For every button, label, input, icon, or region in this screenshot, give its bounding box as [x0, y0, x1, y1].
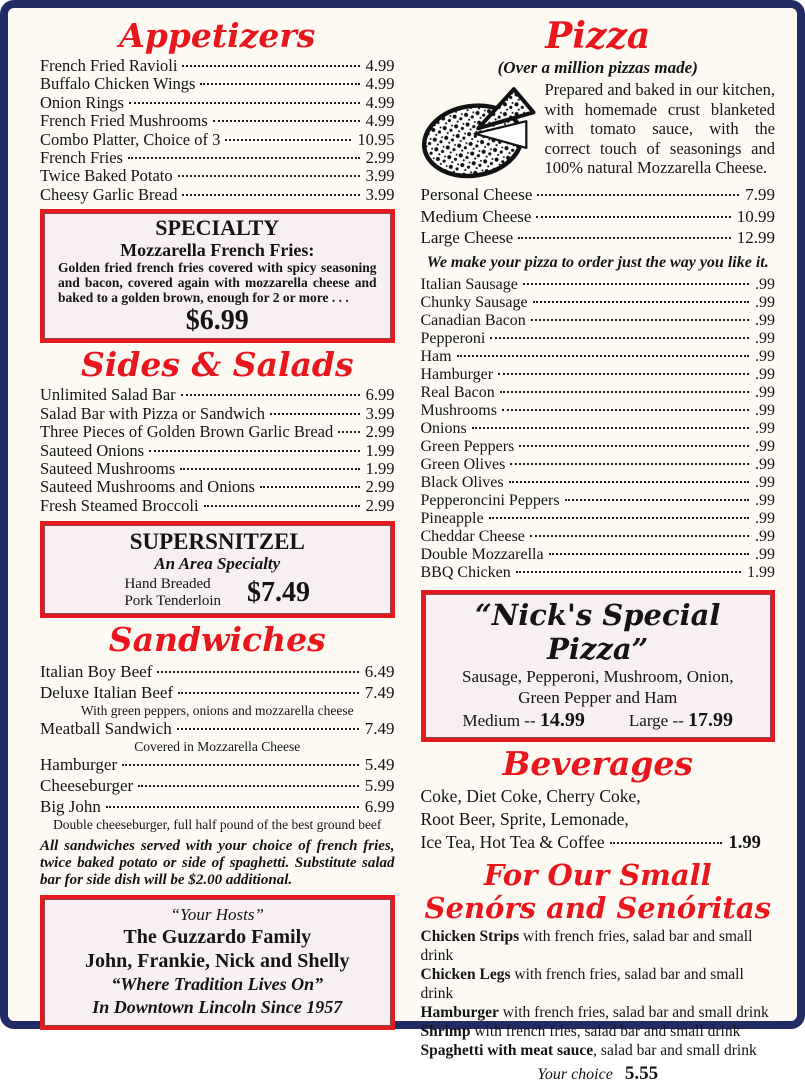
supersnitzel-subtitle: An Area Specialty — [154, 554, 281, 574]
sides-list — [40, 386, 395, 515]
item-price: .99 — [755, 437, 775, 455]
item-price: 2.99 — [365, 422, 395, 442]
beverages-line1: Coke, Diet Coke, Cherry Coke, — [420, 785, 641, 806]
sandwiches-heading: Sandwiches — [108, 620, 326, 660]
menu-item-row — [40, 57, 395, 75]
dot-leader — [182, 194, 359, 196]
kids-item-name: Shrimp — [420, 1022, 471, 1040]
kids-item — [421, 965, 776, 1003]
item-price: 10.95 — [357, 129, 395, 149]
item-name: Sauteed Mushrooms — [40, 458, 176, 478]
menu-item-row — [40, 167, 395, 185]
item-name: Hamburger — [40, 755, 118, 775]
menu-item-row — [421, 564, 776, 582]
menu-item-row — [421, 420, 776, 438]
supersnitzel-item-line2: Pork Tenderloin — [124, 593, 222, 610]
item-name: Onion Rings — [40, 92, 124, 112]
menu-item-row — [421, 312, 776, 330]
dot-leader — [129, 102, 360, 104]
item-name: French Fried Ravioli — [40, 56, 178, 75]
item-price: 4.99 — [365, 111, 395, 131]
dot-leader — [200, 83, 359, 85]
supersnitzel-price: $7.49 — [247, 577, 311, 609]
dot-leader — [510, 463, 749, 465]
menu-item-row — [40, 682, 395, 703]
menu-item-group — [40, 775, 395, 796]
kids-item-name: Chicken Strips — [420, 927, 520, 945]
menu-item-row — [40, 131, 395, 149]
menu-item-row — [421, 528, 776, 546]
kids-choice-label: Your choice — [537, 1065, 613, 1083]
menu-item-row — [40, 661, 395, 682]
dot-leader — [536, 216, 730, 218]
item-name: Deluxe Italian Beef — [40, 683, 174, 703]
dot-leader — [181, 394, 360, 396]
pizza-heading: Pizza — [545, 15, 651, 57]
item-name: Pepperoncini Peppers — [420, 491, 560, 509]
menu-item-group — [40, 754, 395, 775]
item-name: Cheddar Cheese — [420, 527, 525, 545]
item-name: Hamburger — [420, 365, 494, 383]
dot-leader — [565, 499, 749, 501]
beverages-line3: Ice Tea, Hot Tea & Coffee — [420, 831, 605, 852]
item-name: French Fries — [40, 148, 123, 168]
kids-heading-line1: For Our Small — [483, 857, 712, 892]
menu-item-group — [40, 682, 395, 718]
dot-leader — [549, 553, 749, 555]
pizza-intro — [421, 80, 776, 180]
item-name: Real Bacon — [420, 383, 495, 401]
item-name: Onions — [420, 419, 467, 437]
supersnitzel-item-line1: Hand Breaded — [124, 576, 211, 593]
item-name: Big John — [40, 797, 101, 817]
item-price: .99 — [755, 491, 775, 509]
item-price: .99 — [755, 455, 775, 473]
dot-leader — [502, 409, 749, 411]
kids-item-description: with french fries, salad bar and small drink — [498, 1003, 769, 1021]
dot-leader — [489, 517, 749, 519]
pizza-order-note: We make your pizza to order just the way you like it. — [426, 253, 769, 271]
menu-item-row — [40, 186, 395, 204]
kids-item — [421, 1003, 776, 1022]
item-price: .99 — [755, 347, 775, 365]
menu-item-row — [421, 438, 776, 456]
item-name: Pepperoni — [420, 329, 486, 347]
item-price: .99 — [755, 311, 775, 329]
hosts-location-line: In Downtown Lincoln Since 1957 — [92, 997, 343, 1018]
pizza-illustration — [421, 82, 539, 180]
item-name: Ham — [420, 347, 452, 365]
dot-leader — [537, 194, 739, 196]
item-price: .99 — [755, 365, 775, 383]
item-price: 7.49 — [364, 719, 395, 739]
dot-leader — [500, 391, 749, 393]
item-price: 7.49 — [364, 683, 395, 703]
item-name: Black Olives — [420, 473, 504, 491]
item-price: 5.99 — [364, 776, 395, 796]
item-price: .99 — [755, 473, 775, 491]
item-name: Buffalo Chicken Wings — [40, 74, 196, 94]
specialty-box — [40, 209, 395, 343]
specialty-title: SPECIALTY — [155, 215, 280, 241]
menu-item-row — [421, 206, 776, 228]
dot-leader — [122, 764, 359, 766]
sandwiches-list — [40, 661, 395, 832]
dot-leader — [260, 486, 360, 488]
dot-leader — [531, 319, 749, 321]
menu-item-row — [421, 330, 776, 348]
item-price: 4.99 — [365, 74, 395, 94]
item-name: Sauteed Mushrooms and Onions — [40, 477, 255, 497]
item-price: .99 — [755, 527, 775, 545]
pizza-sizes-list — [421, 184, 776, 249]
item-price: 4.99 — [365, 92, 395, 112]
item-name: Medium Cheese — [420, 206, 532, 226]
nicks-special-box — [421, 590, 776, 742]
item-name: Mushrooms — [420, 401, 497, 419]
menu-item-row — [40, 478, 395, 496]
hosts-family-name: The Guzzardo Family — [123, 926, 312, 949]
dot-leader — [270, 413, 360, 415]
item-note: Covered in Mozzarella Cheese — [134, 739, 301, 755]
menu-item-row — [40, 423, 395, 441]
dot-leader — [178, 692, 359, 694]
item-price: 4.99 — [365, 56, 395, 75]
menu-item-row — [421, 184, 776, 206]
nicks-medium — [462, 709, 584, 732]
menu-item-group — [40, 718, 395, 754]
dot-leader — [157, 671, 358, 673]
menu-item-row — [40, 112, 395, 130]
item-name: Italian Sausage — [420, 275, 518, 293]
item-price: 3.99 — [365, 184, 395, 204]
supersnitzel-box — [40, 521, 395, 618]
menu-item-row — [40, 754, 395, 775]
appetizers-list — [40, 57, 395, 204]
menu-item-group — [40, 661, 395, 682]
kids-item — [421, 1041, 776, 1060]
kids-item-name: Chicken Legs — [420, 965, 511, 983]
item-name: Personal Cheese — [420, 185, 533, 204]
beverages-list — [421, 785, 776, 855]
dot-leader — [523, 283, 749, 285]
dot-leader — [177, 728, 359, 730]
menu-item-row — [421, 294, 776, 312]
item-price: 6.99 — [364, 797, 395, 817]
dot-leader — [490, 337, 749, 339]
dot-leader — [338, 431, 359, 433]
item-name: Unlimited Salad Bar — [40, 385, 176, 405]
dot-leader — [180, 468, 359, 470]
kids-heading-line2: Senórs and Senóritas — [424, 890, 771, 925]
item-name: Green Peppers — [420, 437, 515, 455]
dot-leader — [519, 445, 749, 447]
item-price: 1.99 — [365, 458, 395, 478]
menu-item-row — [421, 276, 776, 294]
hosts-box — [40, 895, 395, 1030]
item-price: 7.99 — [745, 185, 775, 204]
item-price: .99 — [755, 419, 775, 437]
menu-item-row — [40, 149, 395, 167]
item-price: 3.99 — [365, 403, 395, 423]
item-price: 5.49 — [364, 755, 395, 775]
item-price: .99 — [755, 275, 775, 293]
kids-item-description: with french fries, salad bar and small drink — [470, 1022, 741, 1040]
item-name: Cheesy Garlic Bread — [40, 184, 178, 204]
dot-leader — [178, 175, 360, 177]
menu-item-row — [40, 796, 395, 817]
menu-item-row — [40, 718, 395, 739]
item-name: Double Mozzarella — [420, 545, 544, 563]
item-price: 12.99 — [736, 228, 775, 247]
menu-item-row — [421, 474, 776, 492]
specialty-subtitle: Mozzarella French Fries: — [120, 240, 315, 261]
dot-leader — [457, 355, 749, 357]
nicks-large-label: Large -- — [628, 710, 684, 730]
kids-item-description: , salad bar and small drink — [593, 1041, 757, 1059]
item-name: Pineapple — [420, 509, 484, 527]
item-name: Canadian Bacon — [420, 311, 526, 329]
item-name: French Fried Mushrooms — [40, 111, 208, 131]
menu-item-row — [421, 227, 776, 249]
kids-item-description: with french fries, salad bar and small drink — [420, 927, 753, 964]
item-name: Twice Baked Potato — [40, 166, 173, 186]
hosts-title: “Your Hosts” — [170, 905, 264, 925]
kids-list — [421, 927, 776, 1060]
hosts-tagline: “Where Tradition Lives On” — [111, 974, 324, 995]
beverages-heading: Beverages — [502, 743, 693, 783]
dot-leader — [138, 785, 359, 787]
dot-leader — [182, 65, 359, 67]
kids-item — [421, 1022, 776, 1041]
dot-leader — [610, 842, 723, 844]
item-price: 2.99 — [365, 495, 395, 515]
nicks-special-description-line1: Sausage, Pepperoni, Mushroom, Onion, — [461, 666, 734, 686]
item-note: Double cheeseburger, full half pound of the best ground beef — [53, 817, 382, 833]
dot-leader — [498, 373, 749, 375]
hosts-member-names: John, Frankie, Nick and Shelly — [84, 950, 350, 973]
menu-item-row — [421, 492, 776, 510]
item-price: 10.99 — [736, 206, 775, 226]
beverages-price: 1.99 — [728, 832, 761, 853]
item-price: .99 — [755, 293, 775, 311]
supersnitzel-item — [124, 576, 221, 610]
dot-leader — [149, 450, 360, 452]
menu-item-row — [40, 442, 395, 460]
menu-item-row — [40, 405, 395, 423]
item-name: Combo Platter, Choice of 3 — [40, 129, 221, 149]
kids-choice-row — [421, 1063, 776, 1085]
dot-leader — [204, 505, 360, 507]
item-price: 2.99 — [365, 148, 395, 168]
kids-choice-price: 5.55 — [624, 1062, 659, 1084]
kids-item-description: with french fries, salad bar and small drink — [420, 965, 744, 1002]
item-name: Salad Bar with Pizza or Sandwich — [40, 403, 265, 423]
item-name: Chunky Sausage — [420, 293, 528, 311]
beverages-line2: Root Beer, Sprite, Lemonade, — [420, 808, 629, 829]
pizza-tagline: (Over a million pizzas made) — [497, 58, 698, 77]
dot-leader — [128, 157, 360, 159]
sides-heading: Sides & Salads — [80, 345, 354, 385]
nicks-medium-price: 14.99 — [539, 708, 585, 731]
menu-item-row — [40, 386, 395, 404]
menu-item-row — [40, 94, 395, 112]
appetizers-heading: Appetizers — [119, 16, 316, 55]
item-price: 1.99 — [365, 440, 395, 460]
item-name: Three Pieces of Golden Brown Garlic Bread — [40, 422, 334, 442]
dot-leader — [106, 806, 359, 808]
menu-item-row — [40, 775, 395, 796]
kids-heading — [421, 859, 776, 925]
item-price: .99 — [755, 545, 775, 563]
nicks-special-description-line2: Green Pepper and Ham — [518, 687, 678, 707]
menu-item-row — [421, 546, 776, 564]
item-price: .99 — [755, 509, 775, 527]
menu-item-row — [421, 510, 776, 528]
item-name: Green Olives — [420, 455, 506, 473]
beverages-price-row — [421, 831, 761, 855]
menu-item-row — [421, 402, 776, 420]
item-name: Large Cheese — [420, 228, 514, 247]
dot-leader — [533, 301, 749, 303]
right-column — [420, 14, 776, 1084]
dot-leader — [472, 427, 749, 429]
item-name: Fresh Steamed Broccoli — [40, 495, 199, 515]
specialty-price: $6.99 — [185, 305, 249, 337]
pizza-description: Prepared and baked in our kitchen, with homemade crust blanketed with tomato sauce, with the correct touch of seasonings and 100% natural Mozzarella Cheese. — [544, 80, 775, 177]
item-price: 2.99 — [365, 477, 395, 497]
kids-item — [421, 927, 776, 965]
item-name: Meatball Sandwich — [40, 719, 172, 739]
menu-item-row — [40, 460, 395, 478]
specialty-description: Golden fried french fries covered with spicy seasoning and bacon, covered again with mozzarella cheese and baked to a golden brown, enough for 2 or more . . . — [58, 260, 377, 305]
left-column — [40, 14, 395, 1017]
menu-item-group — [40, 796, 395, 832]
item-price: .99 — [755, 329, 775, 347]
sandwich-footnote: All sandwiches served with your choice of french fries, twice baked potato or side of spaghetti. Substitute salad bar for side dish will be $2.00 additional. — [40, 838, 395, 889]
dot-leader — [213, 120, 360, 122]
item-name: Sauteed Onions — [40, 440, 145, 460]
kids-item-name: Hamburger — [420, 1003, 499, 1021]
menu-item-row — [421, 366, 776, 384]
menu-item-row — [421, 348, 776, 366]
dot-leader — [516, 571, 741, 573]
nicks-special-title: “Nick's Special Pizza” — [475, 597, 721, 666]
item-name: BBQ Chicken — [420, 563, 511, 581]
supersnitzel-title: SUPERSNITZEL — [129, 529, 305, 555]
item-price: .99 — [755, 401, 775, 419]
dot-leader — [518, 237, 731, 239]
menu-item-row — [421, 384, 776, 402]
nicks-large-price: 17.99 — [688, 708, 734, 731]
item-price: 1.99 — [747, 563, 775, 581]
toppings-list — [421, 276, 776, 582]
dot-leader — [530, 535, 749, 537]
item-price: 3.99 — [365, 166, 395, 186]
item-price: 6.49 — [364, 662, 395, 682]
item-note: With green peppers, onions and mozzarella cheese — [80, 703, 354, 719]
nicks-medium-label: Medium -- — [462, 710, 536, 730]
item-name: Italian Boy Beef — [40, 662, 153, 682]
nicks-large — [629, 709, 733, 732]
dot-leader — [225, 139, 351, 141]
supersnitzel-item-row — [54, 576, 381, 610]
nicks-special-prices — [433, 709, 764, 732]
menu-item-row — [40, 75, 395, 93]
menu-item-row — [421, 456, 776, 474]
item-name: Cheeseburger — [40, 776, 134, 796]
dot-leader — [509, 481, 749, 483]
item-price: 6.99 — [365, 385, 395, 405]
menu-item-row — [40, 497, 395, 515]
item-price: .99 — [755, 383, 775, 401]
kids-item-name: Spaghetti with meat sauce — [420, 1041, 594, 1059]
